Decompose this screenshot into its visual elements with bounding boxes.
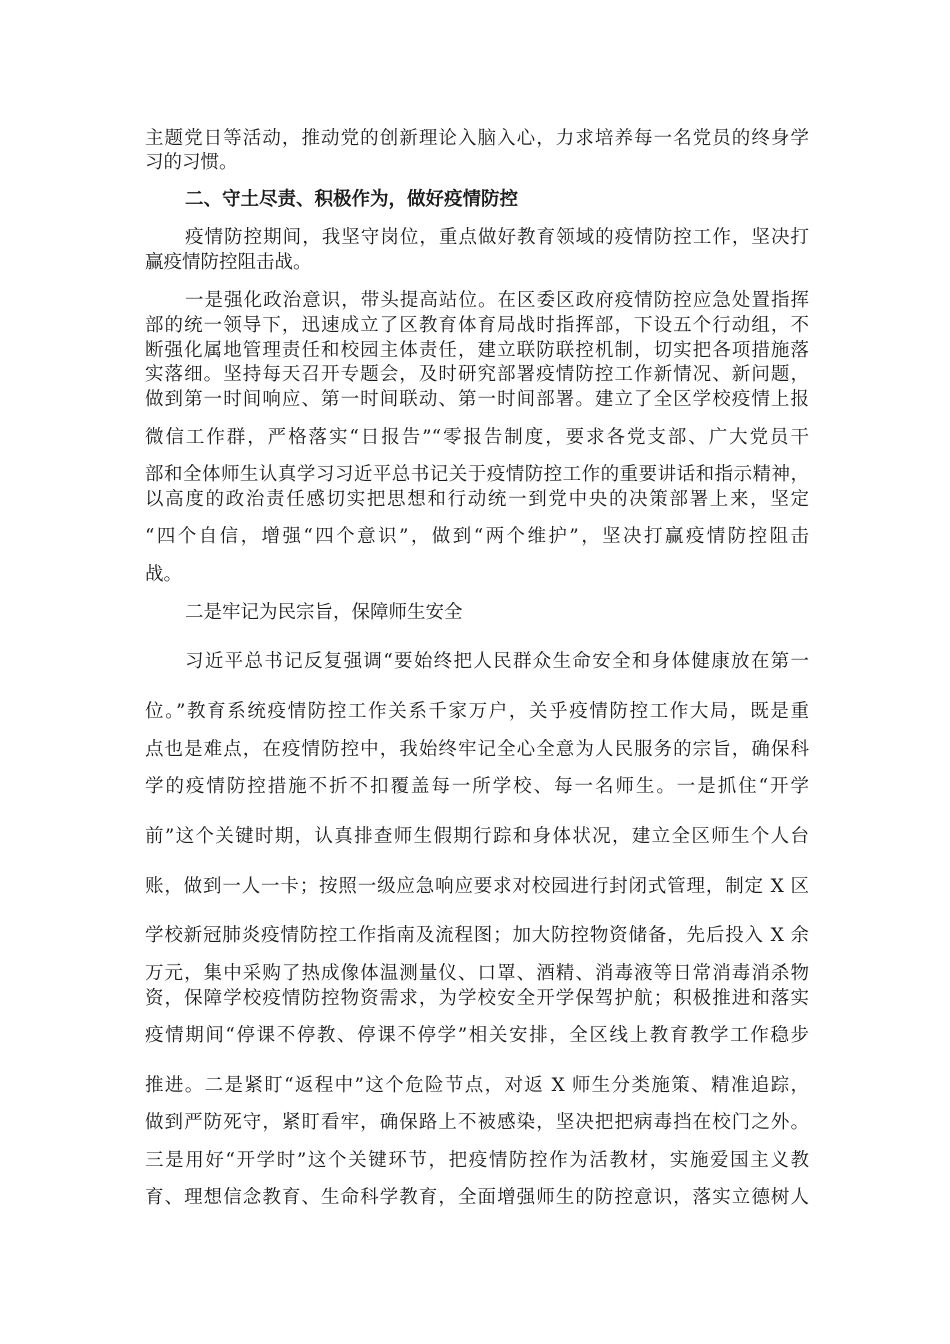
text-line: 断强化属地管理责任和校园主体责任，建立联防联控机制，切实把各项措施落: [145, 340, 809, 361]
text-line: 实落细。坚持每天召开专题会，及时研究部署疫情防控工作新情况、新问题，: [145, 364, 809, 385]
text-line: 部和全体师生认真学习习近平总书记关于疫情防控工作的重要讲话和指示精神，: [145, 464, 809, 485]
text-line: 部的统一领导下，迅速成立了区教育体育局战时指挥部，下设五个行动组，不: [145, 315, 809, 336]
section-heading: 二、守土尽责、积极作为，做好疫情防控: [185, 189, 519, 210]
text-line: 做到严防死守，紧盯看牢，确保路上不被感染，坚决把把病毒挡在校门之外。: [145, 1112, 809, 1133]
text-line: 主题党日等活动，推动党的创新理论入脑入心，力求培养每一名党员的终身学: [145, 128, 809, 149]
text-line: 疫情防控期间，我坚守岗位，重点做好教育领域的疫情防控工作，坚决打: [185, 227, 809, 248]
text-line: 习的习惯。: [145, 152, 238, 173]
text-line: 学校新冠肺炎疫情防控工作指南及流程图；加大防控物资储备，先后投入 X 余: [145, 925, 809, 946]
text-line: 以高度的政治责任感切实把思想和行动统一到党中央的决策部署上来，坚定: [145, 489, 809, 510]
text-line: 疫情期间“停课不停教、停课不停学”相关安排，全区线上教育教学工作稳步: [145, 1025, 809, 1046]
text-line: 一是强化政治意识，带头提高站位。在区委区政府疫情防控应急处置指挥: [185, 290, 809, 311]
text-line: 赢疫情防控阻击战。: [145, 252, 312, 273]
text-line: 推进。二是紧盯“返程中”这个危险节点，对返 X 师生分类施策、精准追踪，: [145, 1075, 809, 1096]
text-line: 二是牢记为民宗旨，保障师生安全: [185, 602, 463, 623]
text-line: 账，做到一人一卡；按照一级应急响应要求对校园进行封闭式管理，制定 X 区: [145, 876, 809, 897]
text-line: 位。”教育系统疫情防控工作关系千家万户，关乎疫情防控工作大局，既是重: [145, 701, 809, 722]
text-line: 点也是难点，在疫情防控中，我始终牢记全心全意为人民服务的宗旨，确保科: [145, 739, 809, 760]
text-line: 万元，集中采购了热成像体温测量仪、口罩、酒精、消毒液等日常消毒消杀物: [145, 963, 809, 984]
text-line: 前”这个关键时期，认真排查师生假期行踪和身体状况，建立全区师生个人台: [145, 826, 809, 847]
text-line: 三是用好“开学时”这个关键环节，把疫情防控作为活教材，实施爱国主义教: [145, 1150, 809, 1171]
text-line: 学的疫情防控措施不折不扣覆盖每一所学校、每一名师生。一是抓住“开学: [145, 776, 809, 797]
text-line: 战。: [145, 564, 183, 585]
text-line: 做到第一时间响应、第一时间联动、第一时间部署。建立了全区学校疫情上报: [145, 389, 809, 410]
text-line: “四个自信，增强“四个意识”，做到“两个维护”，坚决打赢疫情防控阻击: [145, 526, 809, 547]
text-line: 微信工作群，严格落实“日报告”“零报告制度，要求各党支部、广大党员干: [145, 427, 809, 448]
text-line: 资，保障学校疫情防控物资需求，为学校安全开学保驾护航；积极推进和落实: [145, 988, 809, 1009]
text-line: 育、理想信念教育、生命科学教育，全面增强师生的防控意识，落实立德树人: [145, 1187, 809, 1208]
text-line: 习近平总书记反复强调“要始终把人民群众生命安全和身体健康放在第一: [185, 651, 809, 672]
